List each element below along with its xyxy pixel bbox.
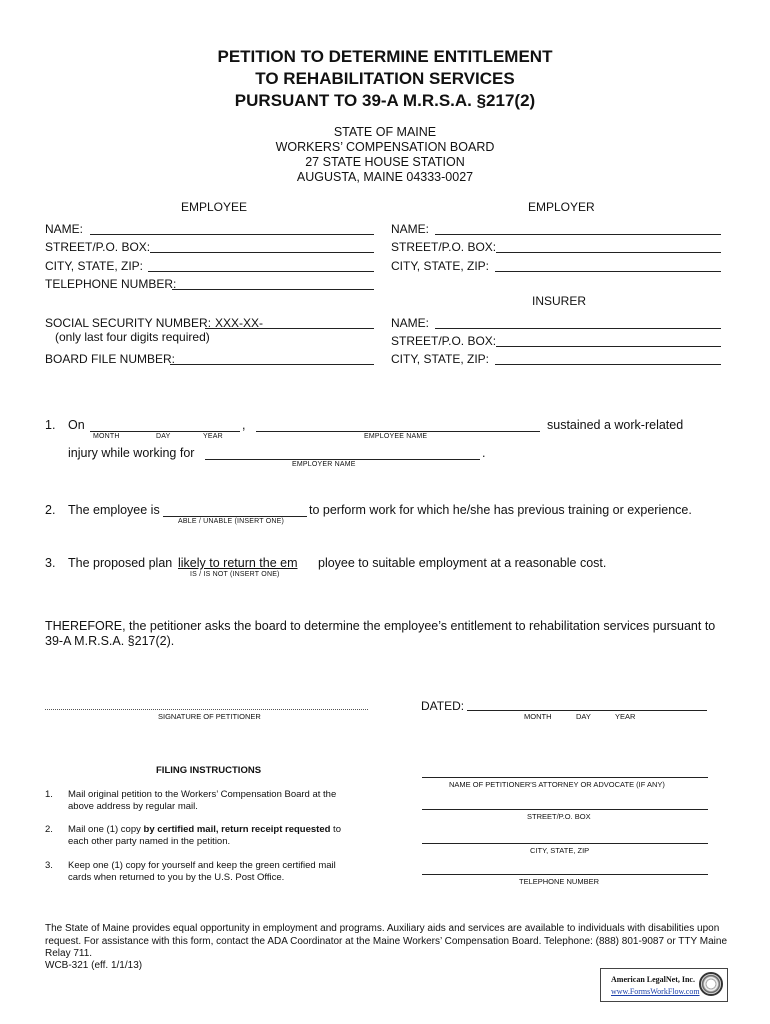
- board-file-field[interactable]: [170, 364, 374, 365]
- insurer-name-label: NAME:: [391, 316, 430, 330]
- insurer-name-field[interactable]: [435, 328, 721, 329]
- employee-ssn-field[interactable]: [205, 328, 374, 329]
- attorney-street-label: STREET/P.O. BOX: [527, 812, 591, 821]
- injury-date-field[interactable]: [90, 431, 240, 432]
- injury-month-hint: MONTH: [93, 433, 120, 440]
- ada-notice: The State of Maine provides equal opportunity in employment and programs. Auxiliary aids and services are available to individuals with disabilities upon request. For assistance with this form, contact the ADA Coordinator at the Maine Workers’ Compensation Board. Telephone: (888) 801-9087 or TTY Maine Relay 711.: [45, 923, 728, 959]
- employee-name-field[interactable]: [90, 234, 374, 235]
- item-2-number: 2.: [45, 503, 56, 517]
- signature-field[interactable]: [45, 709, 368, 710]
- item-3-post: ployee to suitable employment at a reasonable cost.: [318, 556, 607, 570]
- agency-state: STATE OF MAINE: [333, 125, 437, 139]
- item-3-number: 3.: [45, 556, 56, 570]
- attorney-name-label: NAME OF PETITIONER'S ATTORNEY OR ADVOCATE (IF ANY): [449, 780, 665, 789]
- injury-year-hint: YEAR: [203, 433, 223, 440]
- employee-ssn-label: SOCIAL SECURITY NUMBER:: [45, 316, 212, 330]
- logo-url[interactable]: www.FormsWorkFlow.com: [611, 987, 700, 996]
- signature-label: SIGNATURE OF PETITIONER: [158, 712, 261, 721]
- item-1-period: .: [482, 446, 486, 460]
- form-title-line-2: TO REHABILITATION SERVICES: [255, 69, 515, 88]
- able-unable-hint: ABLE / UNABLE (INSERT ONE): [178, 518, 285, 525]
- attorney-city-field[interactable]: [422, 843, 708, 844]
- attorney-street-field[interactable]: [422, 809, 708, 810]
- employee-name-label: NAME:: [45, 222, 84, 236]
- therefore-line-2: 39-A M.R.S.A. §217(2).: [45, 634, 175, 648]
- insurer-city-label: CITY, STATE, ZIP:: [391, 352, 490, 366]
- filing-item-1-text: Mail original petition to the Workers’ Compensation Board at the above address by regular mail.: [68, 789, 337, 812]
- employee-phone-field[interactable]: [172, 289, 374, 290]
- is-is-not-hint: IS / IS NOT (INSERT ONE): [190, 571, 280, 578]
- item-1-number: 1.: [45, 418, 56, 432]
- item-1-injury-text: injury while working for: [68, 446, 195, 460]
- dated-month-hint: MONTH: [524, 712, 552, 721]
- legalnet-logo[interactable]: [600, 968, 728, 1002]
- item-2-pre: The employee is: [68, 503, 160, 517]
- insurer-street-label: STREET/P.O. BOX:: [391, 334, 497, 348]
- filing-item-1: [68, 789, 358, 813]
- employer-street-field[interactable]: [496, 252, 721, 253]
- agency-city: AUGUSTA, MAINE 04333-0027: [296, 170, 474, 184]
- filing-item-2-bold: by certified mail, return receipt requested: [143, 824, 331, 835]
- item-2-post: to perform work for which he/she has previous training or experience.: [309, 503, 692, 517]
- employer-name-field-2[interactable]: [205, 459, 480, 460]
- insurer-heading: INSURER: [532, 294, 587, 308]
- employer-city-label: CITY, STATE, ZIP:: [391, 259, 490, 273]
- filing-item-3: [68, 860, 360, 884]
- attorney-phone-field[interactable]: [422, 874, 708, 875]
- attorney-phone-label: TELEPHONE NUMBER: [519, 877, 600, 886]
- injury-day-hint: DAY: [156, 433, 171, 440]
- form-title-line-3: PURSUANT TO 39-A M.R.S.A. §217(2): [234, 91, 536, 110]
- filing-item-2-post: to each other party named in the petition.: [68, 824, 341, 847]
- employer-city-field[interactable]: [495, 271, 721, 272]
- able-unable-field[interactable]: [163, 516, 307, 517]
- agency-name: WORKERS’ COMPENSATION BOARD: [275, 140, 495, 154]
- attorney-name-field[interactable]: [422, 777, 708, 778]
- filing-item-2-number: 2.: [45, 824, 53, 835]
- dated-field[interactable]: [467, 710, 707, 711]
- form-id: WCB-321 (eff. 1/1/13): [45, 960, 143, 971]
- employee-name-hint: EMPLOYEE NAME: [364, 433, 428, 440]
- employee-street-label: STREET/P.O. BOX:: [45, 240, 151, 254]
- legalnet-emblem-icon: [699, 972, 723, 996]
- employee-street-field[interactable]: [150, 252, 374, 253]
- filing-item-2: [68, 824, 360, 848]
- insurer-street-field[interactable]: [496, 346, 721, 347]
- item-3-pre: The proposed plan: [68, 556, 173, 570]
- dated-label: DATED:: [421, 699, 465, 713]
- item-1-comma: ,: [242, 418, 246, 432]
- agency-street: 27 STATE HOUSE STATION: [305, 155, 465, 169]
- filing-instructions-heading: FILING INSTRUCTIONS: [156, 765, 262, 776]
- board-file-label: BOARD FILE NUMBER:: [45, 352, 176, 366]
- employer-name-hint: EMPLOYER NAME: [292, 461, 356, 468]
- employer-name-label: NAME:: [391, 222, 430, 236]
- employer-heading: EMPLOYER: [528, 200, 595, 214]
- employer-name-field[interactable]: [435, 234, 721, 235]
- employee-city-label: CITY, STATE, ZIP:: [45, 259, 144, 273]
- filing-item-2-pre: Mail one (1) copy: [68, 824, 144, 835]
- employee-ssn-value: XXX-XX-: [215, 316, 264, 330]
- therefore-lead: THEREFORE,: [45, 619, 126, 633]
- filing-item-1-number: 1.: [45, 789, 53, 800]
- logo-company: American LegalNet, Inc.: [611, 975, 695, 984]
- employee-heading: EMPLOYEE: [181, 200, 248, 214]
- employer-street-label: STREET/P.O. BOX:: [391, 240, 497, 254]
- insurer-city-field[interactable]: [495, 364, 721, 365]
- employee-city-field[interactable]: [148, 271, 374, 272]
- dated-day-hint: DAY: [576, 712, 591, 721]
- item-1-on: On: [68, 418, 85, 432]
- item-1-sustained: sustained a work-related: [547, 418, 684, 432]
- employee-name-field-2[interactable]: [256, 431, 540, 432]
- attorney-city-label: CITY, STATE, ZIP: [530, 846, 590, 855]
- filing-item-3-number: 3.: [45, 860, 53, 871]
- therefore-paragraph: [45, 619, 715, 633]
- employee-ssn-note: (only last four digits required): [55, 330, 210, 344]
- employee-phone-label: TELEPHONE NUMBER:: [45, 277, 177, 291]
- form-title-line-1: PETITION TO DETERMINE ENTITLEMENT: [217, 47, 553, 66]
- is-is-not-value[interactable]: likely to return the em: [178, 556, 298, 570]
- filing-item-3-text: Keep one (1) copy for yourself and keep the green certified mail cards when returned to you by the U.S. Post Office.: [68, 860, 336, 883]
- therefore-text: the petitioner asks the board to determine the employee’s entitlement to rehabilitation services pursuant to: [125, 619, 716, 633]
- dated-year-hint: YEAR: [615, 712, 636, 721]
